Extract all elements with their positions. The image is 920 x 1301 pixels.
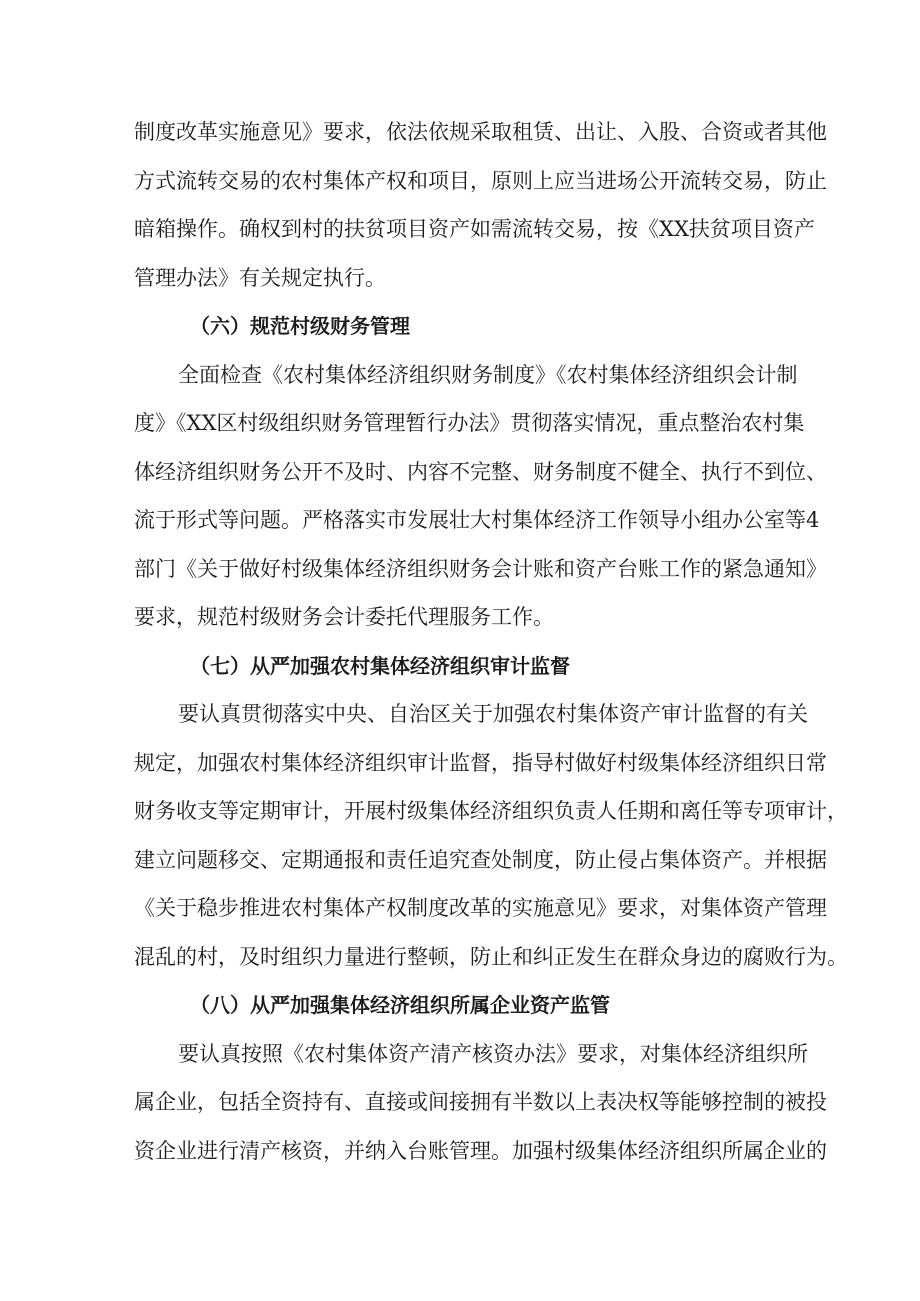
paragraph-line: 度》《XX区村级组织财务管理暂行办法》贯彻落实情况，重点整治农村集 [134, 411, 805, 435]
paragraph-line: 流于形式等问题。严格落实市发展壮大村集体经济工作领导小组办公室等4 [134, 508, 820, 532]
paragraph-line: 全面检查《农村集体经济组织财务制度》《农村集体经济组织会计制 [178, 362, 798, 387]
paragraph-3 [134, 690, 848, 981]
paragraph-line: 部门《关于做好村级集体经济组织财务会计账和资产台账工作的紧急通知》 [134, 556, 827, 581]
paragraph-line: 暗箱操作。确权到村的扶贫项目资产如需流转交易，按《XX扶贫项目资产 [134, 217, 815, 241]
section-heading-8: （八）从严加强集体经济组织所属企业资产监管 [190, 993, 610, 1017]
paragraph-line: 要求，规范村级财务会计委托代理服务工作。 [134, 605, 554, 629]
paragraph-1 [134, 108, 827, 302]
paragraph-line: 资企业进行清产核资，并纳入台账管理。加强村级集体经济组织所属企业的 [134, 1138, 827, 1163]
paragraph-line: 制度改革实施意见》要求，依法依规采取租赁、出让、入股、合资或者其他 [134, 120, 827, 144]
paragraph-line: 《关于稳步推进农村集体产权制度改革的实施意见》要求，对集体资产管理 [134, 896, 827, 920]
paragraph-line: 方式流转交易的农村集体产权和项目，原则上应当进场公开流转交易，防止 [134, 168, 827, 193]
section-heading-7: （七）从严加强农村集体经济组织审计监督 [190, 653, 570, 678]
paragraph-line: 属企业，包括全资持有、直接或间接拥有半数以上表决权等能够控制的被投 [134, 1090, 827, 1114]
paragraph-line: 混乱的村，及时组织力量进行整顿，防止和纠正发生在群众身边的腐败行为。 [134, 944, 848, 969]
paragraph-4 [134, 1030, 827, 1176]
section-heading-6: （六）规范村级财务管理 [190, 314, 410, 338]
document-body [134, 108, 848, 1175]
paragraph-line: 规定，加强农村集体经济组织审计监督，指导村做好村级集体经济组织日常 [134, 750, 827, 775]
paragraph-line: 要认真按照《农村集体资产清产核资办法》要求，对集体经济组织所 [178, 1041, 808, 1066]
paragraph-line: 管理办法》有关规定执行。 [134, 265, 386, 290]
paragraph-line: 建立问题移交、定期通报和责任追究查处制度，防止侵占集体资产。并根据 [134, 847, 827, 872]
paragraph-line: 要认真贯彻落实中央、自治区关于加强农村集体资产审计监督的有关 [178, 702, 808, 726]
paragraph-line: 财务收支等定期审计，开展村级集体经济组织负责人任期和离任等专项审计， [134, 799, 848, 823]
paragraph-line: 体经济组织财务公开不及时、内容不完整、财务制度不健全、执行不到位、 [134, 459, 827, 484]
paragraph-2 [134, 351, 827, 642]
